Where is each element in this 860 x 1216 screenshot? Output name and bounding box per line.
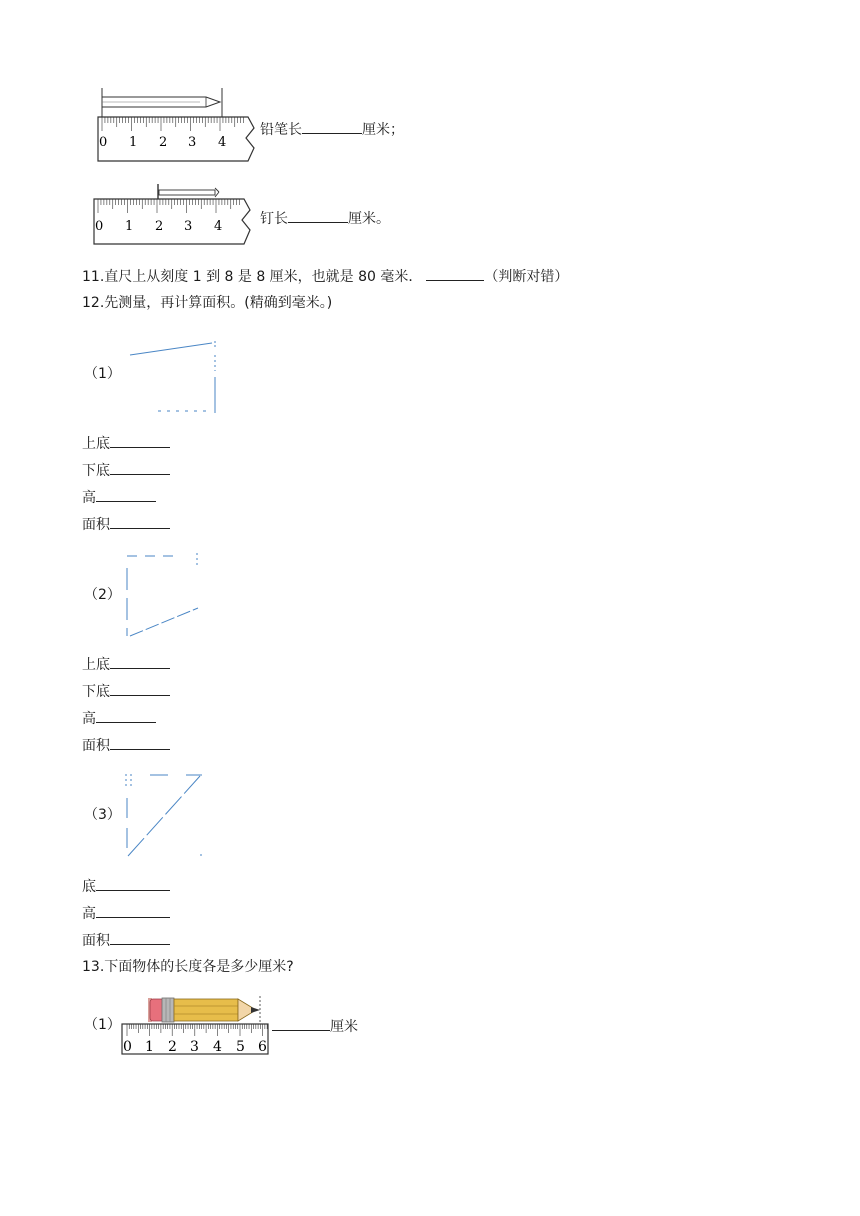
part-label: （2） [84,587,121,603]
ruler-tick-label: 3 [188,135,197,150]
answer-blank[interactable] [96,877,170,891]
nail-prefix: 钉长 [260,211,288,227]
question-11-text: 11.直尺上从刻度 1 到 8 是 8 厘米，也就是 80 毫米． [82,269,423,285]
field-label: 面积 [82,738,110,754]
answer-blank[interactable] [110,931,170,945]
answer-blank[interactable] [96,904,170,918]
pencil-ruler-figure [96,86,258,166]
question-13-title: 13.下面物体的长度各是多少厘米? [82,959,294,975]
field-line [82,709,156,728]
ruler-tick-label: 3 [190,1039,199,1055]
field-line [82,904,170,923]
ruler-tick-label: 0 [99,135,108,150]
ruler-tick-label: 4 [218,135,227,150]
ruler-tick-label: 4 [214,219,223,234]
field-label: 面积 [82,933,110,949]
field-label: 上底 [82,657,110,673]
field-line [82,655,170,674]
ruler-tick-label: 0 [123,1039,132,1055]
trapezoid-figure-2 [118,548,218,643]
trapezoid-figure-1 [120,335,230,425]
ruler-tick-label: 1 [145,1039,154,1055]
answer-blank[interactable] [110,515,170,529]
nail-answer-line [260,208,390,228]
q13-answer-blank[interactable] [272,1017,330,1031]
field-label: 下底 [82,684,110,700]
answer-blank[interactable] [110,461,170,475]
answer-blank[interactable] [96,709,156,723]
field-line [82,931,170,950]
field-line [82,682,170,701]
pencil-answer-line [260,119,404,139]
ruler-tick-label: 0 [95,219,104,234]
field-label: 下底 [82,463,110,479]
question-12-title: 12.先测量，再计算面积。(精确到毫米。) [82,295,333,311]
answer-blank[interactable] [110,736,170,750]
field-line [82,515,170,534]
answer-blank[interactable] [110,434,170,448]
part-label: （1） [84,366,121,382]
question-11-answer-blank[interactable] [426,267,484,281]
q13-unit: 厘米 [330,1019,358,1035]
ruler-tick-label: 4 [213,1039,222,1055]
field-line [82,488,156,507]
nail-ruler-figure [92,182,254,252]
ruler-tick-label: 1 [125,219,134,234]
nail-answer-blank[interactable] [288,209,348,223]
pencil-suffix: 厘米； [362,122,404,138]
ruler-tick-label: 2 [159,135,168,150]
triangle-figure-3 [118,768,218,863]
pencil-on-ruler-figure [118,994,272,1058]
field-line [82,736,170,755]
field-label: 底 [82,879,96,895]
field-line [82,877,170,896]
part-label: （1） [84,1017,121,1033]
field-line [82,434,170,453]
nail-suffix: 厘米。 [348,211,390,227]
answer-blank[interactable] [110,682,170,696]
ruler-tick-label: 1 [129,135,138,150]
field-label: 面积 [82,517,110,533]
field-label: 高 [82,490,96,506]
field-label: 高 [82,906,96,922]
pencil-answer-blank[interactable] [302,120,362,134]
ruler-tick-label: 5 [236,1039,245,1055]
ruler-tick-label: 3 [184,219,193,234]
answer-blank[interactable] [110,655,170,669]
field-label: 上底 [82,436,110,452]
field-line [82,461,170,480]
answer-blank[interactable] [96,488,156,502]
ruler-tick-label: 6 [258,1039,267,1055]
q13-answer-line [272,1016,358,1036]
question-11-suffix: （判断对错） [484,269,569,285]
ruler-tick-label: 2 [168,1039,177,1055]
field-label: 高 [82,711,96,727]
pencil-prefix: 铅笔长 [260,122,302,138]
question-11 [82,267,568,286]
part-label: （3） [84,807,121,823]
ruler-tick-label: 2 [155,219,164,234]
